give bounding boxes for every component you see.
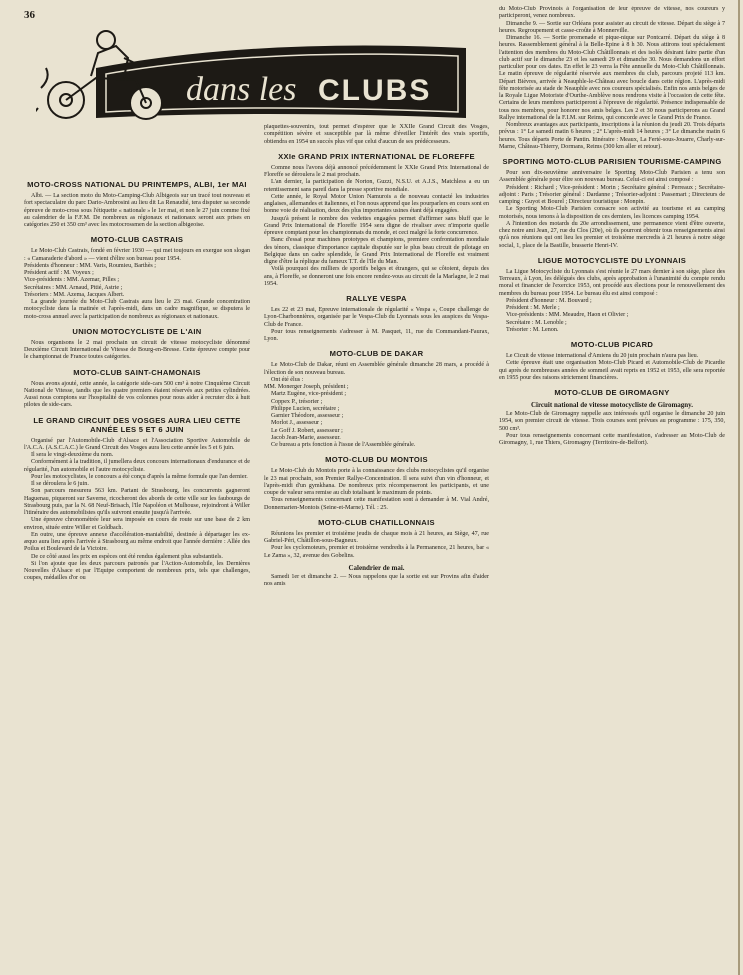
banner-title: dans les	[186, 71, 297, 108]
paragraph: Ce bureau a pris fonction à l'issue de l'Assemblée générale.	[271, 442, 416, 448]
paragraph: En outre, une épreuve annexe d'accélération-maniabilité, destinée à départager les ex-æquo aura lieu après l'arrivée à Strasbourg au même endroit que l'année dernière : Allée des Poilus et Boulevard de la Victoire.	[24, 531, 250, 553]
paragraph: A l'intention des motards du 20e arrondissement, une permanence vient d'être ouverte, chez notre ami Jean, 27, rue du Clos (20e), où ils pourront obtenir tous renseignements ainsi qu'à nos réunions qui ont lieu les premier et troisième mercredis à 21 heures à notre siège social, 1, place de la Bastille, brasserie Henri-IV.	[499, 220, 725, 249]
paragraph: Son parcours mesurera 563 km. Partant de Strasbourg, les concurrents gagneront Haguenau, piqueront sur Saverne, ricocheront des abords de cette ville sur les faubourgs de Strasbourg puis, par la N. 68 Neuf-Brisach, l'Ile Napoléon et Mulhouse, rejoindront à Willer l'itinéraire des automobilistes qu'ils suivront ensuite jusqu'à l'arrivée.	[24, 488, 250, 516]
heading-saint-chamonais: MOTO-CLUB SAINT-CHAMONAIS	[73, 367, 201, 377]
paragraph: Organisé par l'Automobile-Club d'Alsace et l'Association Sportive Automobile de l'A.C.A. (A.S.C.A.C.) le Grand Circuit des Vosges aura lieu cette année les 5 et 6 juin.	[24, 437, 250, 451]
paragraph: Nombreux avantages aux participants, inscriptions à la réunion du jeudi 20. Trois départs prévus : 1° Le samedi matin 6 heures ; 2° L'après-midi 14 heures ; 3° Le dimanche matin 6 heures. Tous départs Porte de Pantin. Itinéraire : Meaux, La Ferté-sous-Jouarre, Charly-sur-Marne, Château-Thierry, Dormans, Reims (300 km aller et retour).	[499, 122, 725, 150]
list-item: Présidents d'honneur : MM. Varis, Roumieu, Barthès ;	[24, 262, 156, 269]
paragraph: plaquettes-souvenirs, tout permet d'espérer que le XXIIe Grand Circuit des Vosges, compétition sévère et susceptible par là même d'éveiller l'intérêt des vrais sportifs, obtiendra en 1954 un succès plus vif que celui d'aucun de ses prédécesseurs.	[264, 124, 489, 145]
paragraph: Une épreuve chronométrée leur sera imposée en cours de route sur une base de 2 km environ, située entre Willer et Goldbach.	[24, 517, 250, 531]
heading-giromagny: MOTO-CLUB DE GIROMAGNY	[554, 388, 670, 397]
list-item: Jacob Jean-Marie, assesseur.	[271, 434, 341, 441]
svg-text:CLUBS: CLUBS	[318, 74, 432, 107]
paragraph: Dimanche 9. — Sortie sur Orléans pour assister au circuit de vitesse. Départ du siège à 7 heures. Regroupement et casse-croûte à Monnerville.	[499, 20, 725, 34]
column-1	[24, 180, 250, 970]
list-item: Martz Eugène, vice-président ;	[271, 391, 347, 398]
paragraph: L'an dernier, la participation de Norton, Guzzi, N.S.U. et A.J.S., Matchless a eu un retentissement sans pareil dans la presse sportive mondiale.	[264, 179, 489, 193]
paragraph: du Moto-Club Provinois à l'organisation de leur épreuve de vitesse, nos coureurs y participeront, venez nombreux.	[499, 6, 725, 20]
list-item: Trésorier : M. Lenon.	[506, 326, 559, 333]
heading-castrais: MOTO-CLUB CASTRAIS	[90, 235, 184, 245]
paragraph: Il se déroulera le 6 juin.	[31, 481, 89, 487]
heading-vosges: LE GRAND CIRCUIT DES VOSGES AURA LIEU CETTE ANNÉE LES 5 ET 6 JUIN	[33, 415, 241, 434]
list-item: Vice-présidents : MM. Meaudre, Haon et Olivier ;	[506, 312, 629, 319]
paragraph: Nous organisons le 2 mai prochain un circuit de vitesse motocycliste dénommé Deuxième Circuit International de Vitesse de Bourg-en-Bresse. Cette épreuve compte pour le championnat de France toutes catégories.	[24, 339, 250, 361]
heading-montois: MOTO-CLUB DU MONTOIS	[325, 455, 428, 465]
subheading-giromagny: Circuit national de vitesse motocycliste de Giromagny.	[530, 401, 694, 409]
paragraph: Samedi 1er et dimanche 2. — Nous rappelons que la sortie est sur Provins afin d'aider nos amis	[264, 573, 489, 588]
paragraph: Dimanche 16. — Sortie promenade et pique-nique sur Pontcarré. Départ du siège à 8 heures. Rassemblement général à la Belle-Epine à 8 h 30. Nous attirons tout spécialement l'attention des membres du Moto-Club Châtillonnais et des isolés désirant faire partie d'un club actif sur le dimanche 23 et les samedi 29 et dimanche 30. Nous demandons un effort particulier pour ces dates. En effet le 23 verra la Fête annuelle du Moto-Club Châtillonnais. Le matin épreuve de régularité réservée aux membres du club, parcours projeté 113 km. Départ Bièvres, arrivée à Neauphle-le-Château avec boucle dans cette région. L'après-midi fête motorisée au stade de Neauphle avec nos coureurs spécialisés. Enfin nos amis belges de la Royale Ligue Motoriste d'Ourthe-Amblève nous rendrons visite à l'occasion de cette fête. Certains de leurs membres participeront à l'épreuve de régularité. Présence indispensable de tous nos membres, pour honorer nos amis belges. Les 2 et 30 nous participerons au Grand Rallye international de la F.I.M. sur Reims, qui concorde avec le Grand Prix de France.	[499, 35, 725, 121]
paragraph: Réunions les premier et troisième jeudis de chaque mois à 21 heures, au Siège, 47, rue Gabriel-Péri, Châtillon-sous-Bagneux.	[264, 530, 489, 544]
list-item: Président d'honneur : M. Bouvard ;	[506, 297, 592, 304]
page-number: 36	[24, 9, 35, 21]
list-item: Vice-présidents : MM. Azemar, Pilles ;	[24, 277, 120, 284]
paragraph: Voilà pourquoi des milliers de sportifs belges et étrangers, qui se côtoient, depuis des ans, à Floreffe, se donneront une fois encore rendez-vous au circuit de la Marlagne, le 2 mai 1954.	[264, 266, 489, 287]
paragraph: Pour tous renseignements concernant cette manifestation, s'adresser au Moto-Club de Giromagny, 1, rue Thiers, Giromagny (Territoire-de-Belfort).	[499, 432, 725, 447]
paragraph: Président : Richard ; Vice-président : Morin ; Secrétaire général : Perreaux ; Secrétaire-adjoint : Paris ; Trésorier général : Dardanne ; Trésorier-adjoint : Passemart ; Directeurs de camping : Guyot et Bourel ; Directeur touristique : Monpin.	[499, 184, 725, 205]
paragraph: Les 22 et 23 mai, Epreuve internationale de régularité « Vespa », Coupe challenge de Lyon-Charbonnières, organisée par le Vespa-Club du Lyonnais sous les auspices du Vespa-Club de France.	[264, 307, 489, 328]
list-item: MM. Monerger Joseph, président ;	[264, 384, 349, 390]
paragraph: Il sera le vingt-deuxième du nom.	[31, 452, 114, 458]
heading-ain: UNION MOTOCYCLISTE DE L'AIN	[72, 326, 202, 336]
paragraph: Albi. — La section moto du Moto-Camping-Club Albigeois sur un tracé tout nouveau et fort spectaculaire du parc Dario-Ambrosini au lieu dit La Renaudié, tera disputer sa seconde épreuve de moto-cross sous l'étiquette « nationale » le 1er mai, et non le 27 juin comme fixé au calendrier de la F.F.M. De nombreux as régionaux et nationaux seront aux prises en catégories 250 et 350 cm³ avec les motocrossmen de la section albigeoise.	[24, 193, 250, 228]
paragraph: Le Sporting Moto-Club Parisien consacre son activité au tourisme et au camping motorisés, nous tenons à la disposition de ces derniers, les licences camping 1954.	[499, 206, 725, 220]
paragraph: Comme nous l'avons déjà annoncé précédemment le XXIe Grand Prix International de Floreffe se déroulera le 2 mai prochain.	[264, 164, 489, 178]
column-2	[264, 124, 489, 970]
section-banner	[36, 18, 471, 128]
paragraph: Nous avons ajouté, cette année, la catégorie side-cars 500 cm³ à notre Cinquième Circuit National de Vitesse, tandis que les quatre premiers étaient réservés aux petites cylindrées. Aussi nous comptons sur l'hospitalité de vos colonnes pour nous aider à recruter dix à huit pilotes de side-cars.	[24, 380, 250, 409]
heading-dakar: MOTO-CLUB DE DAKAR	[329, 349, 424, 359]
list-item: Coppex P., trésorier ;	[271, 398, 323, 405]
page-edge	[738, 0, 740, 975]
paragraph: Le Cicuit de vitesse international d'Amiens du 20 juin prochain n'aura pas lieu.	[506, 353, 699, 359]
paragraph: Pour les cyclomoteurs, premier et troisième vendredis à la Permanence, 21 heures, bar « Le Zama », 32, avenue des Gobelins.	[264, 545, 489, 559]
paragraph: Cette épreuve était une organisation Moto-Club Picard et Automobile-Club de Picardie qui après de nombreuses années de sommeil avait repris en 1952 et 1953, elle sera reportée en 1955 pour des raisons strictement financières.	[499, 360, 725, 381]
paragraph: Pour les motocyclistes, le concours a été conçu d'après la même formule que l'an dernier.	[31, 473, 248, 480]
paragraph: Tous renseignements concernant cette manifestation sont à demander à M. Vial André, Donnemarien-Montois (Seine-et-Marne). Tél. : 25.	[264, 497, 489, 511]
list-item: Garnier Théodore, assesseur ;	[271, 413, 344, 419]
heading-floreffe: XXIe GRAND PRIX INTERNATIONAL DE FLOREFFE	[278, 151, 475, 161]
paragraph: Le Moto-Club de Dakar, réuni en Assemblée générale dimanche 28 mars, a procédé à l'élection de son nouveau bureau.	[264, 362, 489, 376]
column-3	[499, 6, 725, 970]
list-item: Président : M. Merle ;	[506, 305, 560, 311]
paragraph: Jusqu'à présent le nombre des vedettes engagées permet d'affirmer sans bluff que le Grand Prix International de Floreffe 1954 sera digne de rivaliser avec n'importe quelle épreuve comptant pour les championnats du monde, et ceci malgré la forte concurrence.	[264, 215, 489, 236]
paragraph: Pour tous renseignements s'adresser à M. Pasquet, 11, rue du Commandant-Faurax, Lyon.	[264, 328, 489, 342]
heading-lyonnais: LIGUE MOTOCYCLISTE DU LYONNAIS	[537, 255, 687, 265]
paragraph: Pour son dix-neuvième anniversaire le Sporting Moto-Club Parisien a tenu son Assemblée générale pour élire son nouveau bureau. Celui-ci est ainsi composé :	[499, 170, 725, 184]
heading-albi: MOTO-CROSS NATIONAL DU PRINTEMPS, ALBI, 1er MAI	[27, 180, 247, 189]
list-item: Secrétaire : M. Lenoble ;	[506, 319, 567, 326]
paragraph: La grande journée du Moto-Club Castrais aura lieu le 23 mai. Grande concentration motocycliste dans la matinée et l'après-midi, dans un cadre magnifique, se disputera le moto-cross annuel avec la participation de nombreux as régionaux et nationaux.	[24, 299, 250, 320]
heading-picard: MOTO-CLUB PICARD	[570, 340, 654, 349]
list-item: Philippe Lucien, secrétaire ;	[271, 405, 340, 412]
paragraph: Cette année, le Royal Motor Union Namurois a de nouveau contacté les industries anglaises, allemandes et italiennes, et l'on nous apprend que les pourparlers en cours sont en bonne voie de réalisation, deux des plus importantes usines étant déjà engagées.	[264, 193, 489, 215]
paragraph: Conformément à la tradition, il jumellera deux concours internationaux d'endurance et de régularité, l'un automobile et l'autre motocycliste.	[24, 459, 250, 473]
paragraph: Si l'on ajoute que les deux parcours patronés par l'Action-Automobile, les Dernières Nouvelles d'Alsace et par l'Equipe comportent de nombreux prix, tels que challenges, coupes, médailles d'or ou	[24, 560, 250, 582]
list-item: Secrétaires : MM. Arnaud, Pitié, Astrie ;	[24, 284, 123, 291]
list-item: Le Goff J. Robert, assesseur ;	[271, 427, 343, 434]
paragraph: Le Moto-Club Castrais, fondé en février 1930 — qui met toujours en exergue son slogan : « Camaraderie d'abord » — vient d'élire son bureau pour 1954.	[24, 248, 250, 262]
paragraph: Banc d'essai pour machines prototypes et champions, premiere confrontation mondiale des ténors, classique d'importance capitale disputée sur le plus beau circuit de pilotage en Belgique dans un cadre splendide, le Grand Prix International de Floreffe est vraiment digne d'être la réplique du fameux T.T. de l'Ile du Man.	[264, 237, 489, 265]
paragraph: Le Moto-Club de Giromagny rappelle aux intéressés qu'il organise le dimanche 20 juin 1954, son premier circuit de vitesse. Trois courses sont prévues au programme : 175, 350, 500 cm³.	[499, 411, 725, 432]
heading-sporting-parisien: SPORTING MOTO-CLUB PARISIEN TOURISME-CAMPING	[502, 157, 722, 166]
list-item: Morlot J., assesseur ;	[271, 420, 323, 427]
heading-chatillonnais: MOTO-CLUB CHATILLONNAIS	[318, 517, 435, 527]
heading-rallye-vespa: RALLYE VESPA	[346, 294, 407, 303]
paragraph: Ont été élus :	[271, 376, 304, 383]
paragraph: De ce côté aussi les prix en espèces ont été rendus également plus substantiels.	[31, 553, 223, 560]
list-item: Président actif : M. Voyeux ;	[24, 270, 94, 276]
subheading-calendrier: Calendrier de mai.	[348, 563, 405, 572]
list-item: Trésoriers : MM. Azema, Jacques Albert.	[24, 291, 125, 298]
paragraph: La Ligue Motocycliste du Lyonnais s'est réunie le 27 mars dernier à son siège, place des Terreaux, à Lyon, les délégués des clubs, après approbation à l'unanimité du compte rendu moral et financier de l'exercice 1953, ont procédé aux élections pour le renouvellement des membres du bureau pour 1954. Le bureau élu est ainsi composé :	[499, 268, 725, 297]
paragraph: Le Moto-Club du Montois porte à la connaissance des clubs motocyclistes qu'il organise le 23 mai prochain, son Premier Rallye-Concentration. Il sera suivi d'un vin d'honneur, et l'après-midi d'un gymkhana. De nombreux prix récompenseront les participants, et une coupe de valeur sera remise au club totalisant le maximum de points.	[264, 468, 489, 496]
